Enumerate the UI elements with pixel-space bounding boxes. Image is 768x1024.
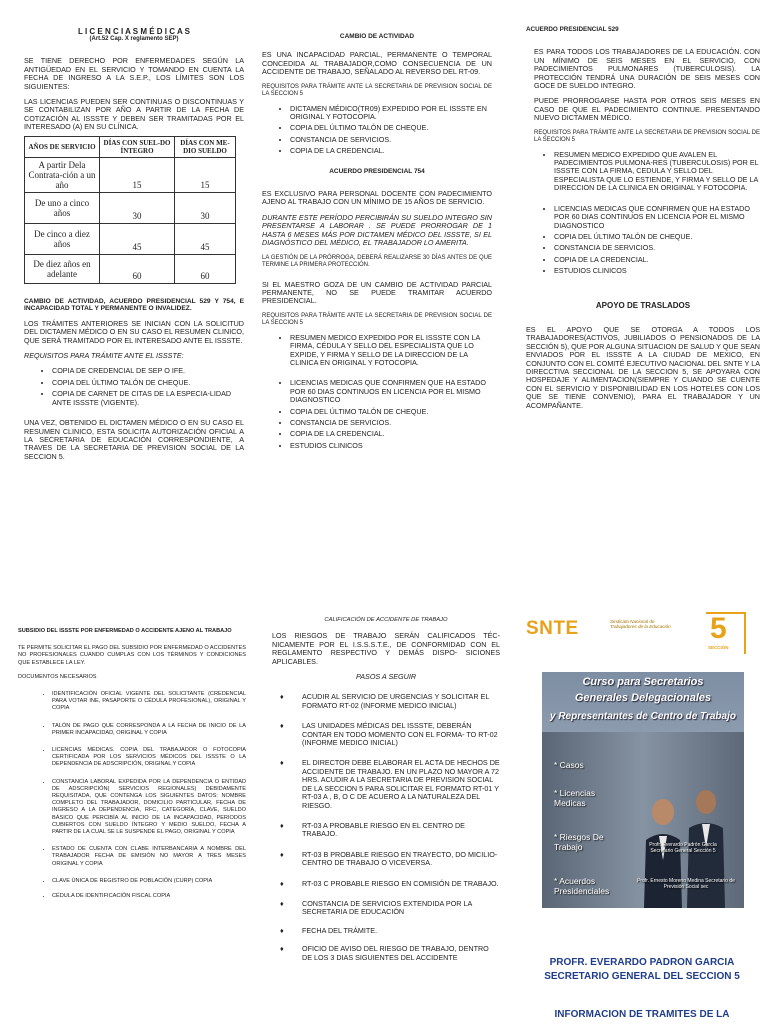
text-p3: DURANTE ESTE PERÍODO PERCIBIRÁN SU SUELDO INTEGRO SIN PRESENTARSE A LABORAR . SE PUEDE PRORROGAR DE 1 HASTA 6 MESES MÁS POR DICTAMEN MÉDICO DEL ISSSTE, SI EL DIAGNÓSTICO DEL MÉDICO, EL TRABAJADOR LO AMERITA. xyxy=(262,212,492,248)
list-item: ♦ RT-03 B PROBABLE RIESGO EN TRAYECTO, DO MICILIO-CENTRO DE TRABAJO O VICEVERSA. xyxy=(302,851,500,868)
list-item: • COPIA DE LA CREDENCIAL. xyxy=(290,147,492,155)
text-p3: ES EL APOYO QUE SE OTORGA A TODOS LOS TRABAJADORES(ACTIVOS, JUBILIADOS O PENSIONADOS DE LA SECCIÓN 5), QUE POR ALGUNA SITUACION DE SALUD Y QUE SEAN ENVIADOS POR EL ISSSTE A LA CIUDAD DE MEXICO, EN CONJUNTO CON EL COMITÉ EJECUTIVO NACIONAL DEL SNTE Y LA DIRECCTIVA SECCIONAL DE LA SECCION 5, SE APOYARA CON HOSPEDAJE Y ALIMENTACION(SIEMPRE Y CUANDO SE CUENTE CON EL SERVICIO Y DISPONIBILIDAD EN LOS HOTELES CON LOS QUE SE TIENE CONVENIO), PARA EL TRABAJADOR Y UN ACOMPAÑANTE. xyxy=(526,324,760,410)
table-cell: 30 xyxy=(100,192,175,223)
text-p3: LOS TRÁMITES ANTERIORES SE INICIAN CON LA SOLICITUD DEL DICTAMEN MÉDICO O EN SU CASO EL RESUMEN CLINICO, QUE SERÁ TRAMITADO POR EL INTERESADO ANTE EL ISSSTE. xyxy=(24,318,244,345)
list-pasos xyxy=(272,693,500,962)
table-cell: 15 xyxy=(100,157,175,192)
table-header-row xyxy=(25,136,236,157)
title-calificacion: CALIFICACIÓN DE ACCIDENTE DE TRABAJO xyxy=(324,617,448,623)
text-p1: LOS RIESGOS DE TRABAJO SERÁN CALIFICADOS TÉC-NICAMENTE POR EL I.S.S.S.T.E., DE CONFORMIDAD CON EL REGLAMENTO RESPECTIVO Y DEMÁS DISPO- SICIONES APLICABLES. xyxy=(272,631,500,666)
text-docs: DOCUMENTOS NECESARIOS xyxy=(18,673,97,680)
list-item: • ESTUDIOS CLINICOS xyxy=(554,267,760,275)
text-p1: ES PARA TODOS LOS TRABAJADORES DE LA EDUCACIÓN. CON UN MÍNIMO DE SEIS MESES EN EL SERVICIO, CON PADECIMIENTOS PULMONARES (TUBERCULOSIS). LA PROTECCIÓN TENDRÁ UNA DURACIÓN DE SEIS MESES CON GOCE DE SUELDO INTEGRO. xyxy=(534,47,760,91)
list-item: • ESTUDIOS CLINICOS xyxy=(290,442,492,450)
list-item: ♦ OFICIO DE AVISO DEL RIESGO DE TRABAJO, DENTRO DE LOS 3 DIAS SIGUIENTES DEL ACCIDENTE xyxy=(302,945,500,962)
snte-logo-text: SNTE xyxy=(526,618,579,639)
snte-logo xyxy=(526,618,686,640)
list-item: • LICENCIAS MEDICAS QUE CONFIRMEN QUE HA ESTADO POR 60 DIAS CONTINUOS EN LICENCIA POR EL MISMO DIAGNOSTICO xyxy=(554,205,760,230)
cover-item: * Riesgos De Trabajo xyxy=(554,832,604,852)
list-req xyxy=(526,151,760,276)
cover-title-3: y Representantes de Centro de Trabajo xyxy=(550,711,736,722)
list-item: ♦ RT-03 C PROBABLE RIESGO EN COMISIÓN DE TRABAJO. xyxy=(302,880,500,888)
col-cambio-actividad xyxy=(262,33,492,456)
text-p1: ES UNA INCAPACIDAD PARCIAL, PERMANENTE O TEMPORAL CONCEDIDA AL TRABAJADOR,COMO CONSECUENCIA DE UN ACCIDENTE DE TRABAJO, SEÑALADO AL REVERSO DEL RT-09. xyxy=(262,50,492,77)
list-item: • COPIA DEL ÚLTIMO TALÓN DE CHEQUE. xyxy=(290,124,492,132)
list-item: ♦ RT-03 A PROBABLE RIESGO EN EL CENTRO DE TRABAJO. xyxy=(302,822,500,839)
cover-item: * Casos xyxy=(554,760,584,770)
title-subsidio: SUBSIDIO DEL ISSSTE POR ENFERMEDAD O ACCIDENTE AJENO AL TRABAJO xyxy=(18,628,232,634)
title-cambio: CAMBIO DE ACTIVIDAD xyxy=(339,33,415,40)
list-item: • COPIA DE LA CREDENCIAL. xyxy=(290,430,492,438)
list-item: • DICTAMEN MÉDICO(TR09) EXPEDIDO POR EL ISSSTE EN ORIGINAL Y FOTOCOPIA. xyxy=(290,105,492,122)
cover-image xyxy=(542,672,744,908)
table-header: DÍAS CON ME-DIO SUELDO xyxy=(175,136,236,157)
list-item: • IDENTIFICACIÓN OFICIAL VIGENTE DEL SOLICITANTE (CREDENCIAL PARA VOTAR INE, PASAPORTE O CÉDULA PROFESIONAL), ORIGINAL Y COPIA xyxy=(52,691,246,713)
table-cell: De uno a cinco años xyxy=(25,192,100,223)
title-754: ACUERDO PRESIDENCIAL 754 xyxy=(329,167,425,175)
list-item: • RESUMEN MEDICO EXPEDIDO POR EL ISSSTE CON LA FIRMA, CÉDULA Y SELLO DEL ESPECIALISTA QUE LO EXPIDE, Y FIRMA Y SELLO DE LA DIRECCION DE LA CLINICA EN ORIGINAL Y FOTOCOPIA. xyxy=(290,334,492,368)
table-row xyxy=(25,192,236,223)
list-item: • CLAVE ÚNICA DE REGISTRO DE POBLACIÓN (CURP) COPIA xyxy=(52,878,246,885)
col-licencias xyxy=(24,28,244,468)
col-acuerdo-529 xyxy=(526,26,760,417)
text-req: REQUISITOS PARA TRÁMITE ANTE LA SECRETARIA DE PREVISION SOCIAL DE LA SECCION 5 xyxy=(262,83,492,97)
col-subsidio xyxy=(18,628,246,906)
table-cell: A partir Dela Contrata-ción a un año xyxy=(25,157,100,192)
table-row xyxy=(25,254,236,283)
cover-title-2: Generales Delegacionales xyxy=(574,692,712,704)
cover-caption-1: Profr. Everardo Padrón García Secretario General Sección 5 xyxy=(649,842,717,854)
list-item: • CONSTANCIA DE SERVICIOS. xyxy=(290,419,492,427)
table-header: DÍAS CON SUEL-DO ÍNTEGRO xyxy=(100,136,175,157)
section-number: 5 xyxy=(710,612,727,645)
list-item: • COPIA DEL ÚLTIMO TALÓN DE CHEQUE. xyxy=(52,379,244,387)
leave-table xyxy=(24,136,236,284)
list-docs xyxy=(18,691,246,900)
list-item: • COPIA DE LA CREDENCIAL. xyxy=(554,256,760,264)
list-item: • LICENCIAS MÉDICAS. COPIA DEL TRABAJADOR O FOTOCOPIA CERTIFICADA POR LOS SERVICIOS MÉDICOS DEL ISSSTE O LA DEPENDENCIA DE ADSCRIPCIÓN, ORIGINAL Y COPIA xyxy=(52,747,246,769)
table-cell: De cinco a diez años xyxy=(25,223,100,254)
text-req: REQUISITOS PARA TRÁMITE ANTE LA SECRETARIA DE PREVISION SOCIAL DE LA SECCION 5 xyxy=(534,129,760,143)
list-item: • COPIA DE CREDENCIAL DE SEP O IFE. xyxy=(52,367,244,375)
list-item: ♦ CONSTANCIA DE SERVICIOS EXTENDIDA POR LA SECRETARIA DE EDUCACIÓN xyxy=(302,900,500,917)
list-item: ♦ EL DIRECTOR DEBE ELABORAR EL ACTA DE HECHOS DE ACCIDENTE DE TRABAJO. EN UN PLAZO NO MAYOR A 72 HRS. ACUDIR A LA SECRETARIA DE PREVISION SOCIAL DE LA SECCION 5 PARA SOLICITAR EL FORMATO RT-01 Y RT-03 A , B, O C DE ACUERO A LA NATURALEZA DEL RIESGO. xyxy=(302,759,500,809)
list-item: ♦ ACUDIR AL SERVICIO DE URGENCIAS Y SOLICITAR EL FORMATO RT-02 (INFORME MEDICO INICIAL) xyxy=(302,693,500,710)
table-row xyxy=(25,157,236,192)
text-p1: SE TIENE DERECHO POR ENFERMEDADES SEGÚN LA ANTIGÜEDAD EN EL SERVICIO Y TOMANDO EN CUENTA LA FECHA DE INGRESO A LA S.E.P., LOS LÍMITES SON LOS SIGUIENTES: xyxy=(24,56,244,91)
table-cell: 60 xyxy=(100,254,175,283)
text-p4: LA GESTIÓN DE LA PRÓRROGA, DEBERÁ REALIZARSE 30 DÍAS ANTES DE QUE TERMINE LA PRIMERA PROTECCIÓN. xyxy=(262,254,492,268)
text-p4: UNA VEZ, OBTENIDO EL DICTAMEN MÉDICO O EN SU CASO EL RESUMEN CLINICO, ESTA SOLICITA AUTORIZACIÓN OFICIAL A LA SECRETARIA DE EDUCACIÓN CORRESPONDIENTE, A TRAVES DE LA SECRETARIA DE PREVISION SOCIAL DE LA SECCION 5. xyxy=(24,418,244,461)
title-pasos: PASOS A SEGUIR xyxy=(355,672,417,682)
cover-item: * Acuerdos Presidenciales xyxy=(554,876,610,896)
list-item: • CÉDULA DE IDENTIFICACIÓN FISCAL COPIA xyxy=(52,893,246,900)
table-cell: 15 xyxy=(175,157,236,192)
section-label: SECCIÓN xyxy=(708,645,729,650)
subtitle-licencias: (Art.52 Cap. X reglamento SEP) xyxy=(89,36,179,43)
cover-title-1: Curso para Secretarios xyxy=(582,676,704,688)
list-item: • ESTADO DE CUENTA CON CLABE INTERBANCARIA A NOMBRE DEL TRABAJADOR FECHA DE EMISIÓN NO MAYOR A TRES MESES ORIGINAL Y COPIA xyxy=(52,846,246,868)
title-licencias: L I C E N C I A S M É D I C A S xyxy=(77,27,190,36)
table-cell: 45 xyxy=(100,223,175,254)
table-row xyxy=(25,223,236,254)
footer-title: INFORMACION DE TRAMITES DE LA xyxy=(554,1009,730,1020)
title-529: ACUERDO PRESIDENCIAL 529 xyxy=(526,26,619,33)
list-item: • CONSTANCIA LABORAL EXPEDIDA POR LA DEPENDENCIA O ENTIDAD DE ADSCRIPCIÓN( SERVICIOS REGIONALES) DEBIDAMENTE REQUISITADA, QUE CONTENGA LOS SIGUIENTES DATOS: NOMBRE COMPLETO DEL TRABAJADOR, DOMICILIO PARTICULAR, FECHA DE INGRESO A LA DEPENDENCIA, RFC, CATEGORÍA, CLAVE, SUELDO BÁSICO QUE PERCIBÍA AL INICIO DE LA INCAPACIDAD, PERIODOS CUBIERTOS CON SUELDO ÍNTEGRO Y MEDIO SUELDO, FECHA A PARTIR DE LA CUAL SE LE SUSPENDE EL PAGO, ORIGINAL Y COPIA xyxy=(52,779,246,837)
title-traslados: APOYO DE TRASLADOS xyxy=(595,300,691,310)
snte-logo-subtext: Sindicato Nacional de Trabajadores de la Educación xyxy=(610,619,671,629)
table-cell: 45 xyxy=(175,223,236,254)
author-role: SECRETARIO GENERAL DEL SECCION 5 xyxy=(544,971,740,982)
table-cell: 30 xyxy=(175,192,236,223)
list-req xyxy=(262,105,492,156)
list-item: • TALÓN DE PAGO QUE CORRESPONDA A LA FECHA DE INICIO DE LA PRIMER INCAPACIDAD, ORIGINAL Y COPIA xyxy=(52,723,246,737)
text-req2: REQUISITOS PARA TRÁMITE ANTE LA SECRETARIA DE PREVISION SOCIAL DE LA SECCION 5 xyxy=(262,312,492,326)
text-p5: SI EL MAESTRO GOZA DE UN CAMBIO DE ACTIVIDAD PARCIAL PERMANENTE, NO SE PUEDE TRAMITAR ACUERDO PRESIDENCIAL. xyxy=(262,279,492,306)
heading-cambio-acuerdos: CAMBIO DE ACTIVIDAD, ACUERDO PRESIDENCIAL 529 Y 754, E INCAPACIDAD TOTAL Y PERMANENTE O INVALIDEZ. xyxy=(24,297,244,313)
text-p1: TE PERMITE SOLICITAR EL PAGO DEL SUBSIDIO POR ENFERMEDAD O ACCIDENTES NO PROFESIONALES CUANDO CUMPLAS CON LOS TÉRMINOS Y CONDICIONES QUE ESTABLECE LA LEY. xyxy=(18,645,246,666)
table-header: AÑOS DE SERVICIO xyxy=(25,136,100,157)
cover-item: * Licencias Medicas xyxy=(554,788,596,808)
list-item: • CONSTANCIA DE SERVICIOS. xyxy=(554,244,760,252)
text-requisitos: REQUISITOS PARA TRÁMITE ANTE EL ISSSTE: xyxy=(24,351,184,361)
list-item: • RESUMEN MEDICO EXPEDIDO QUE AVALEN EL PADECIMIENTOS PULMONA-RES (TUBERCULOSIS) POR EL ISSSTE CON LA FIRMA, CEDULA Y SELLO DEL ESPECIALISTA QUE LO ESTIENDE, Y FIRMA Y SELLO DE LA DIRECCION DE LA CLINICA EN ORIGINAL Y FOTOCOPIA. xyxy=(554,151,760,193)
list-item: • LICENCIAS MEDICAS QUE CONFIRMEN QUE HA ESTADO POR 60 DIAS CONTINUOS EN LICENCIA POR EL MISMO DIAGNOSTICO xyxy=(290,379,492,404)
list-item: ♦ LAS UNIDADES MÉDICAS DEL ISSSTE, DEBERÁN CONTAR EN TODO MOMENTO CON EL FORMA- TO RT-02 (INFORME MEDICO INICIAL) xyxy=(302,722,500,747)
text-p2: LAS LICENCIAS PUEDEN SER CONTINUAS O DISCONTINUAS Y SE CONTABILIZAN POR AÑO A PARTIR DE LA FECHA DE COTIZACIÓN AL ISSSTE Y DEBEN SER TRAMITADAS POR EL INTERESADO (A) EN SU CLÍNICA. xyxy=(24,97,244,132)
table-cell: De diez años en adelante xyxy=(25,254,100,283)
cover-caption-2: Profr. Ernesto Moreno Medina Secretario de Previsión Social sec xyxy=(637,878,735,890)
list-item: • COPIA DEL ÚLTIMO TALÓN DE CHEQUE. xyxy=(290,408,492,416)
list-req2 xyxy=(262,334,492,450)
list-item: • CONSTANCIA DE SERVICIOS. xyxy=(290,136,492,144)
col-riesgos xyxy=(272,616,500,968)
section-5-badge xyxy=(706,612,746,654)
list-item: • COPIA DEL ÚLTIMO TALÓN DE CHEQUE. xyxy=(554,233,760,241)
author-name: PROFR. EVERARDO PADRON GARCIA xyxy=(549,957,735,968)
text-p2: ES EXCLUSIVO PARA PERSONAL DOCENTE CON PADECIMIENTO AJENO AL TRABAJO CON UN MÍNIMO DE 15 AÑOS DE SERVICIO. xyxy=(262,189,492,207)
list-item: ♦ FECHA DEL TRÁMITE. xyxy=(302,927,500,935)
text-p2: PUEDE PRORROGARSE HASTA POR OTROS SEIS MESES EN CASO DE QUE EL PADECIMIENTO CONTINUE. PRESENTANDO NUEVO DICTAMEN MÉDICO. xyxy=(534,96,760,123)
list-item: • COPIA DE CARNET DE CITAS DE LA ESPECIA-LIDAD ANTE ISSSTE (VIGENTE). xyxy=(52,390,244,407)
list-requisitos xyxy=(24,367,244,407)
table-cell: 60 xyxy=(175,254,236,283)
